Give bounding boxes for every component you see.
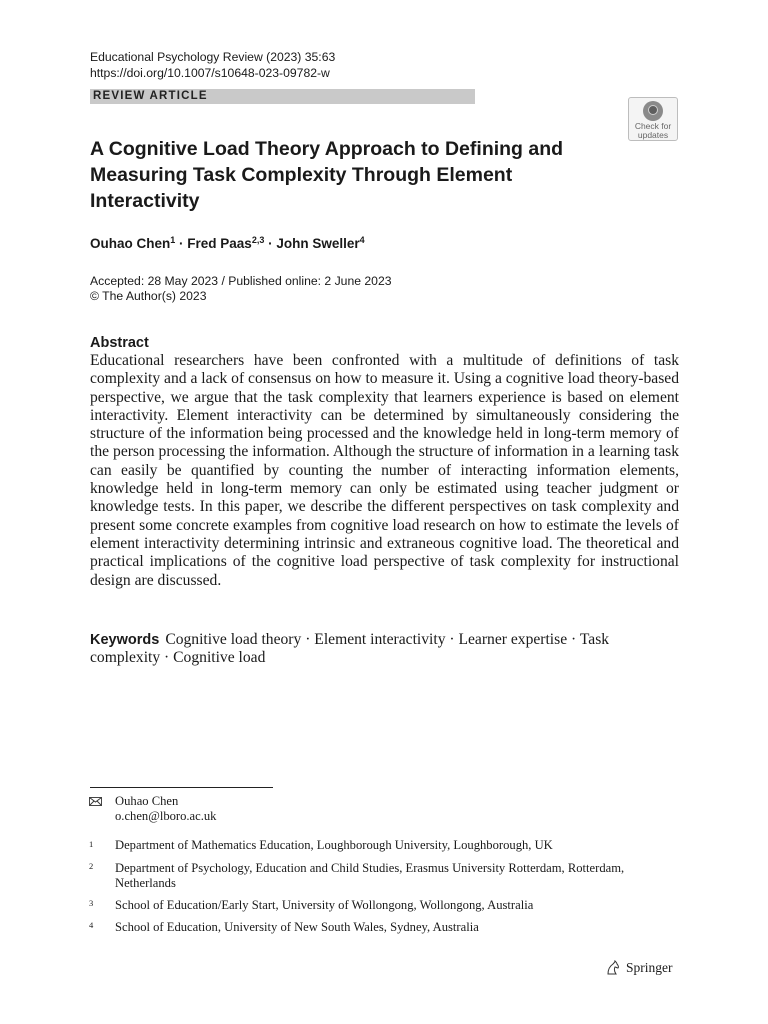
corresponding-author-name: Ouhao Chen [115, 794, 179, 808]
keywords-block [90, 631, 679, 668]
journal-citation: Educational Psychology Review (2023) 35:63 [90, 50, 336, 64]
author-affiliation-ref: 2,3 [251, 235, 265, 245]
author-affiliation-ref: 4 [359, 235, 365, 245]
affiliation-text: School of Education, University of New South Wales, Sydney, Australia [115, 920, 479, 934]
affiliation-text: School of Education/Early Start, University of Wollongong, Wollongong, Australia [115, 898, 534, 912]
publication-dates [90, 274, 392, 304]
affiliation-text: Department of Mathematics Education, Loughborough University, Loughborough, UK [115, 838, 553, 852]
check-updates-icon [643, 101, 663, 121]
author-separator: · [264, 236, 277, 251]
keywords-label: Keywords [90, 632, 160, 648]
affiliation-number: 2 [89, 861, 94, 871]
author-separator: · [175, 236, 188, 251]
author-name[interactable]: John Sweller [276, 236, 360, 251]
author-name[interactable]: Ouhao Chen [90, 236, 171, 251]
author-name[interactable]: Fred Paas [187, 236, 252, 251]
envelope-icon [89, 797, 102, 806]
corresponding-author-email[interactable]: o.chen@lboro.ac.uk [115, 809, 217, 823]
accepted-published-dates: Accepted: 28 May 2023 / Published online: 2 June 2023 [90, 274, 392, 288]
journal-header [90, 49, 335, 81]
affiliation-number: 1 [89, 839, 94, 849]
springer-horse-icon [605, 960, 621, 976]
footnote-rule [90, 787, 273, 788]
affiliation-number: 4 [89, 920, 94, 930]
affiliation-text: Department of Psychology, Education and Child Studies, Erasmus University Rotterdam, Rotterdam, Netherlands [115, 861, 625, 890]
author-affiliation-ref: 1 [170, 235, 176, 245]
affiliation-number: 3 [89, 898, 94, 908]
abstract-heading: Abstract [90, 335, 149, 351]
article-type-bar: REVIEW ARTICLE [90, 89, 475, 104]
doi-link[interactable]: https://doi.org/10.1007/s10648-023-09782-w [90, 66, 330, 80]
check-updates-label-1: Check for [634, 121, 672, 131]
article-title: A Cognitive Load Theory Approach to Defining and Measuring Task Complexity Through Element Interactivity [90, 138, 564, 212]
check-for-updates-badge[interactable] [628, 97, 678, 141]
check-updates-label-2: updates [637, 130, 669, 140]
author-list [90, 230, 365, 254]
publisher-name: Springer [626, 960, 673, 975]
keywords-text: Cognitive load theory · Element interactivity · Learner expertise · Task complexity · Cognitive load [90, 631, 610, 667]
copyright-line: © The Author(s) 2023 [90, 289, 207, 303]
abstract-text: Educational researchers have been confronted with a multitude of definitions of task complexity and a lack of consensus on how to measure it. Using a cognitive load theory-based perspective, we argue that the task complexity that learners experience is based on element interactivity. Element interactivity can be determined by simultaneously considering the structure of the information being processed and the knowledge held in long-term memory of the person processing the information. Although the structure of information in a learning task can easily be quantified by counting the number of interacting information elements, knowledge held in long-term memory can only be estimated using teacher judgment or knowledge tests. In this paper, we describe the different perspectives on task complexity and present some concrete examples from cognitive load research on how to estimate the levels of element interactivity determining intrinsic and extraneous cognitive load. The theoretical and practical implications of the cognitive load perspective of task complexity for instructional design are discussed. [90, 352, 679, 589]
